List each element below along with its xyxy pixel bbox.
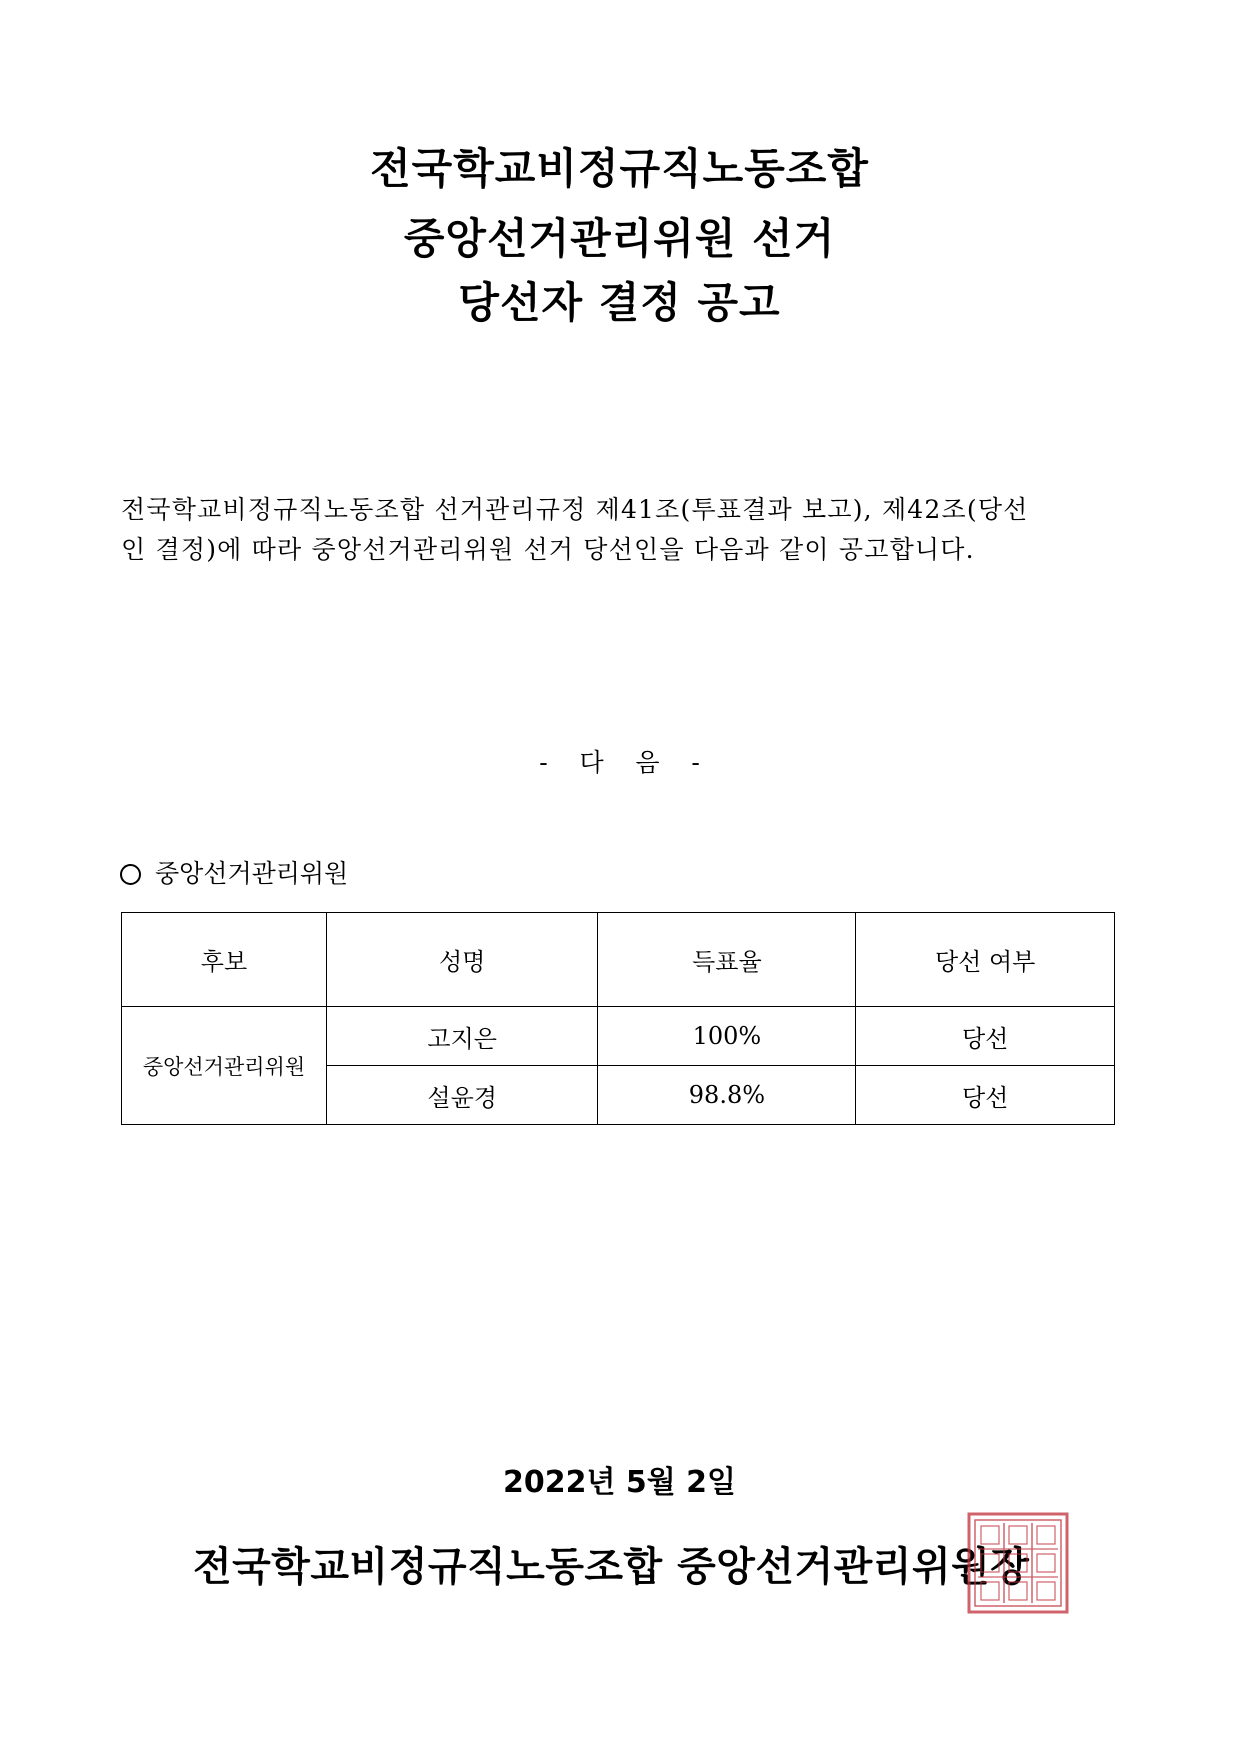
intro-line-2: 인 결정)에 따라 중앙선거관리위원 선거 당선인을 다음과 같이 공고합니다. bbox=[121, 535, 975, 564]
header-elected: 당선 여부 bbox=[856, 913, 1115, 1007]
vote-rate-cell: 100% bbox=[598, 1007, 856, 1066]
title-line-1: 전국학교비정규직노동조합 bbox=[370, 144, 869, 193]
header-candidate: 후보 bbox=[122, 913, 327, 1007]
candidate-category-cell: 중앙선거관리위원 bbox=[122, 1007, 327, 1125]
title-line-2: 중앙선거관리위원 선거 bbox=[403, 214, 836, 263]
title-line-3: 당선자 결정 공고 bbox=[458, 278, 781, 327]
circle-bullet-icon bbox=[120, 864, 141, 885]
section-label bbox=[120, 858, 348, 890]
signature-line: 전국학교비정규직노동조합 중앙선거관리위원장 bbox=[193, 1544, 1030, 1590]
table-row bbox=[122, 1007, 1115, 1066]
elected-cell: 당선 bbox=[856, 1007, 1115, 1066]
intro-line-1: 전국학교비정규직노동조합 선거관리규정 제41조(투표결과 보고), 제42조(당선 bbox=[121, 495, 1029, 524]
elected-cell: 당선 bbox=[856, 1066, 1115, 1125]
section-label-text: 중앙선거관리위원 bbox=[155, 859, 349, 888]
announcement-date: 2022년 5월 2일 bbox=[502, 1465, 737, 1500]
results-table bbox=[121, 912, 1115, 1125]
table-header-row bbox=[122, 913, 1115, 1007]
name-cell: 고지은 bbox=[326, 1007, 598, 1066]
header-vote-rate: 득표율 bbox=[598, 913, 856, 1007]
header-name: 성명 bbox=[326, 913, 598, 1007]
vote-rate-cell: 98.8% bbox=[598, 1066, 856, 1125]
name-cell: 설윤경 bbox=[326, 1066, 598, 1125]
next-heading: - 다 음 - bbox=[539, 748, 700, 777]
official-seal-icon bbox=[966, 1511, 1070, 1615]
